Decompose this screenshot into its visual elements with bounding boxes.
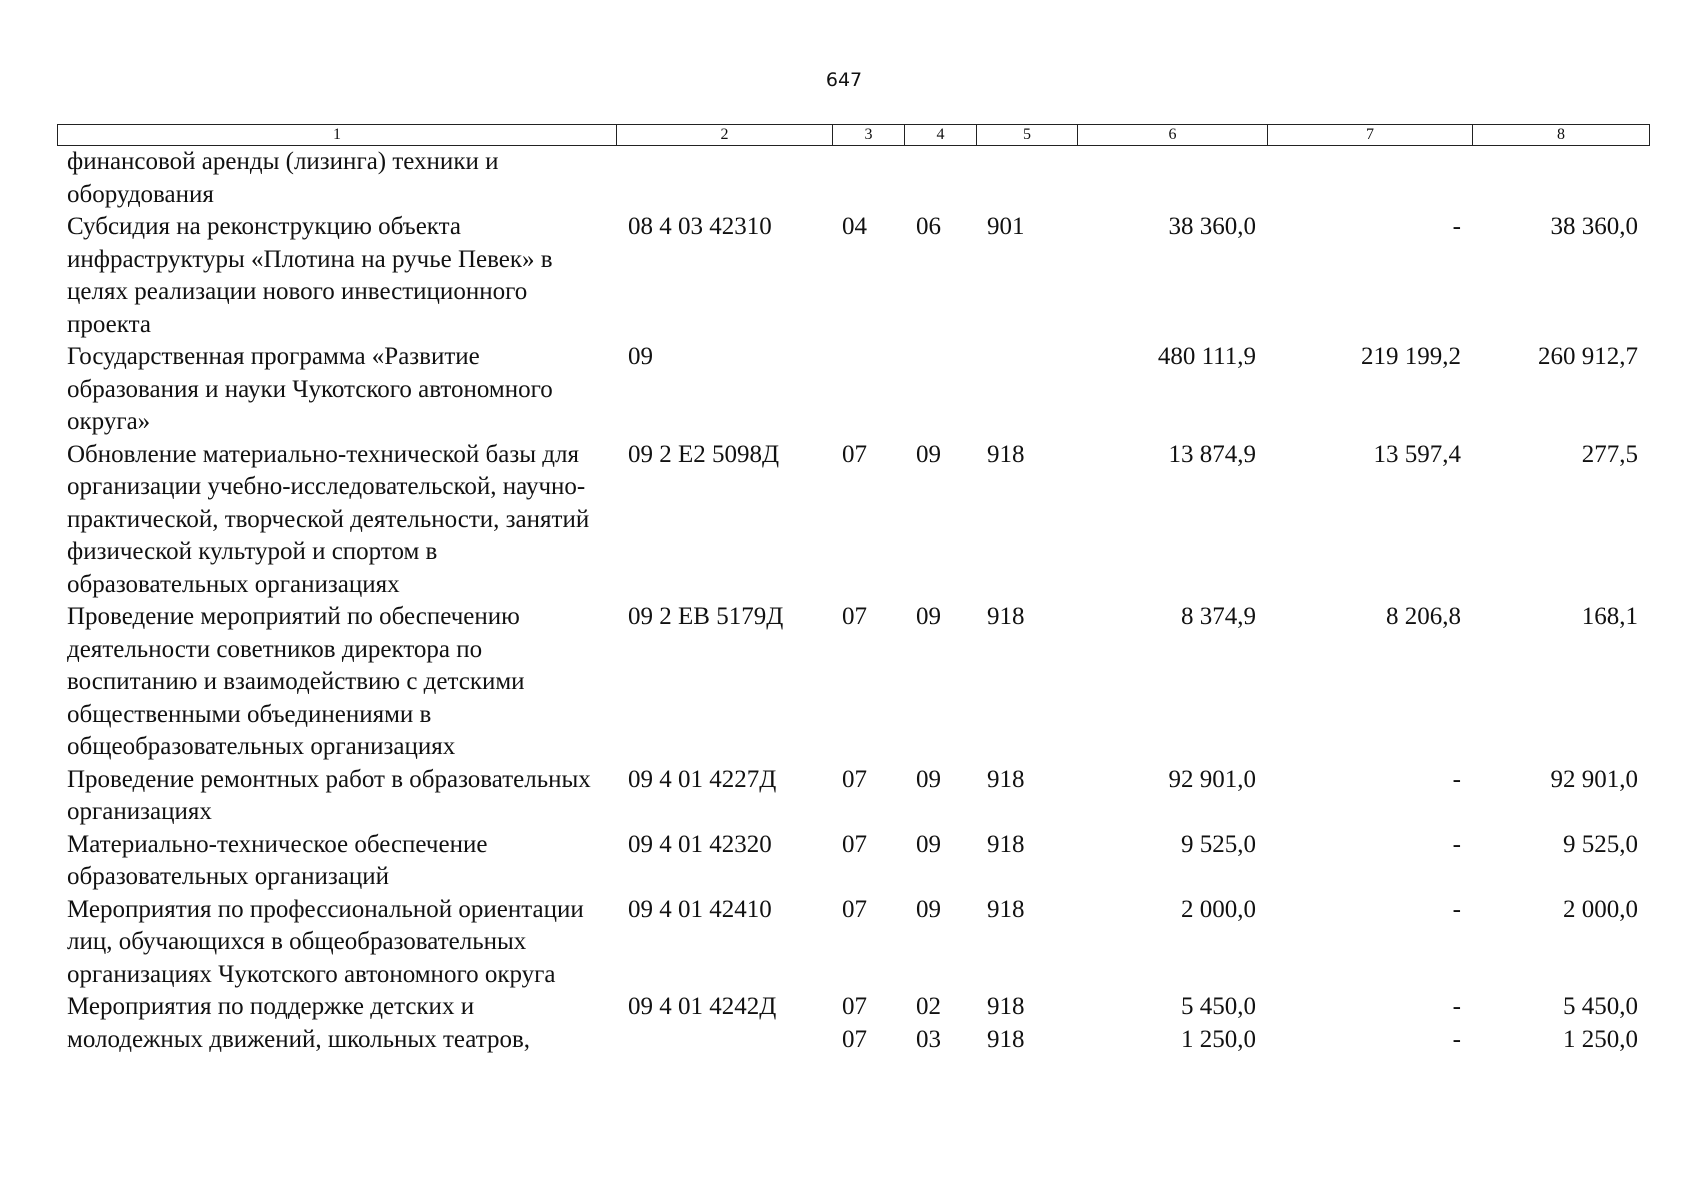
row-grbs <box>976 146 1077 211</box>
header-col-2: 2 <box>617 125 833 146</box>
row-federal: - <box>1452 830 1461 858</box>
row-subsection: 09 <box>916 440 941 468</box>
row-section-line-2: 07 <box>842 1025 867 1053</box>
header-col-7: 7 <box>1268 125 1473 146</box>
row-code: 09 4 01 4242Д <box>628 993 777 1020</box>
row-federal-line-1: - <box>1452 993 1461 1020</box>
row-regional: 38 360,0 <box>1550 213 1638 240</box>
row-federal-line-2: - <box>1452 1025 1461 1053</box>
row-code <box>616 146 832 211</box>
row-section: 04 <box>842 213 867 240</box>
row-regional: 168,1 <box>1581 603 1638 630</box>
row-regional <box>1472 991 1649 1056</box>
row-regional: 260 912,7 <box>1538 343 1638 370</box>
row-federal: 8 206,8 <box>1386 603 1461 630</box>
row-code: 09 4 01 42320 <box>628 830 772 858</box>
row-name: Проведение мероприятий по обеспечению деятельности советников директора по воспитанию и взаимодействию с детскими общественными объединениями в общеобразовательных организациях <box>67 603 525 760</box>
row-grbs: 918 <box>987 440 1025 468</box>
row-total: 38 360,0 <box>1168 213 1256 240</box>
header-col-6: 6 <box>1078 125 1268 146</box>
row-grbs <box>976 991 1077 1056</box>
row-name: финансовой аренды (лизинга) техники и оборудования <box>67 148 499 208</box>
table-row <box>57 211 1649 341</box>
row-subsection: 06 <box>916 213 941 240</box>
row-subsection-line-2: 03 <box>916 1025 941 1053</box>
row-grbs: 918 <box>987 765 1025 793</box>
table-row <box>57 764 1649 829</box>
row-section: 07 <box>842 603 867 630</box>
header-col-3: 3 <box>833 125 905 146</box>
row-regional: 277,5 <box>1581 440 1638 468</box>
row-name: Субсидия на реконструкцию объекта инфраструктуры «Плотина на ручье Певек» в целях реализации нового инвестиционного проекта <box>67 213 553 338</box>
row-regional: 2 000,0 <box>1563 895 1638 923</box>
budget-table <box>57 146 1649 1056</box>
row-federal: - <box>1452 213 1461 240</box>
row-subsection: 09 <box>916 603 941 630</box>
row-total: 480 111,9 <box>1157 343 1256 370</box>
row-section: 07 <box>842 440 867 468</box>
row-section: 07 <box>842 830 867 858</box>
row-code: 09 4 01 4227Д <box>628 765 777 793</box>
row-grbs: 918 <box>987 603 1025 630</box>
row-total-line-1: 5 450,0 <box>1181 993 1256 1020</box>
row-grbs: 918 <box>987 895 1025 923</box>
table-row <box>57 991 1649 1056</box>
row-total: 8 374,9 <box>1181 603 1256 630</box>
row-section <box>832 991 904 1056</box>
row-regional <box>1472 146 1649 211</box>
table-row <box>57 146 1649 211</box>
header-col-5: 5 <box>977 125 1078 146</box>
row-regional: 9 525,0 <box>1563 830 1638 858</box>
row-grbs-line-2: 918 <box>987 1025 1025 1053</box>
row-federal: - <box>1452 895 1461 923</box>
table-row <box>57 601 1649 764</box>
row-code: 09 4 01 42410 <box>628 895 772 923</box>
row-name: Государственная программа «Развитие образования и науки Чукотского автономного округа» <box>67 343 553 435</box>
row-total: 2 000,0 <box>1181 895 1256 923</box>
row-total: 13 874,9 <box>1168 440 1256 468</box>
row-section <box>832 146 904 211</box>
row-section: 07 <box>842 895 867 923</box>
row-regional: 92 901,0 <box>1550 765 1638 793</box>
row-subsection: 09 <box>916 895 941 923</box>
row-federal: 13 597,4 <box>1373 440 1461 468</box>
row-total: 92 901,0 <box>1168 765 1256 793</box>
row-grbs: 918 <box>987 830 1025 858</box>
row-federal: - <box>1452 765 1461 793</box>
row-name: Мероприятия по профессиональной ориентации лиц, обучающихся в общеобразовательных организациях Чукотского автономного округа <box>67 895 584 988</box>
header-col-8: 8 <box>1473 125 1650 146</box>
row-total: 9 525,0 <box>1181 830 1256 858</box>
header-col-4: 4 <box>905 125 977 146</box>
row-federal <box>1267 991 1472 1056</box>
header-col-1: 1 <box>58 125 617 146</box>
row-name: Материально-техническое обеспечение образовательных организаций <box>67 830 488 890</box>
page-number: 647 <box>825 69 863 91</box>
row-regional-line-1: 5 450,0 <box>1563 993 1638 1020</box>
row-grbs <box>976 341 1077 439</box>
row-subsection <box>904 991 976 1056</box>
row-subsection-line-1: 02 <box>916 993 941 1020</box>
row-grbs-line-1: 918 <box>987 993 1025 1020</box>
row-section-line-1: 07 <box>842 993 867 1020</box>
row-subsection: 09 <box>916 830 941 858</box>
row-subsection: 09 <box>916 765 941 793</box>
row-section <box>832 341 904 439</box>
row-section: 07 <box>842 765 867 793</box>
row-name: Обновление материально-технической базы для организации учебно-исследовательской, научно-практической, творческой деятельности, занятий физической культурой и спортом в образовательных организациях <box>67 440 590 598</box>
row-code: 08 4 03 42310 <box>628 213 772 240</box>
row-name: Проведение ремонтных работ в образовательных организациях <box>67 765 591 825</box>
table-row <box>57 439 1649 602</box>
table-row <box>57 341 1649 439</box>
table-row <box>57 894 1649 992</box>
row-subsection <box>904 146 976 211</box>
row-name: Мероприятия по поддержке детских и молодежных движений, школьных театров, <box>67 993 531 1053</box>
column-number-header <box>57 124 1650 146</box>
row-total-line-2: 1 250,0 <box>1181 1025 1256 1053</box>
row-federal: 219 199,2 <box>1361 343 1461 370</box>
row-code: 09 2 EВ 5179Д <box>628 603 784 630</box>
row-total <box>1077 991 1267 1056</box>
row-total <box>1077 146 1267 211</box>
row-code: 09 2 E2 5098Д <box>628 440 780 468</box>
table-row <box>57 829 1649 894</box>
row-subsection <box>904 341 976 439</box>
row-regional-line-2: 1 250,0 <box>1563 1025 1638 1053</box>
row-federal <box>1267 146 1472 211</box>
row-code: 09 <box>628 343 653 370</box>
row-grbs: 901 <box>987 213 1025 240</box>
